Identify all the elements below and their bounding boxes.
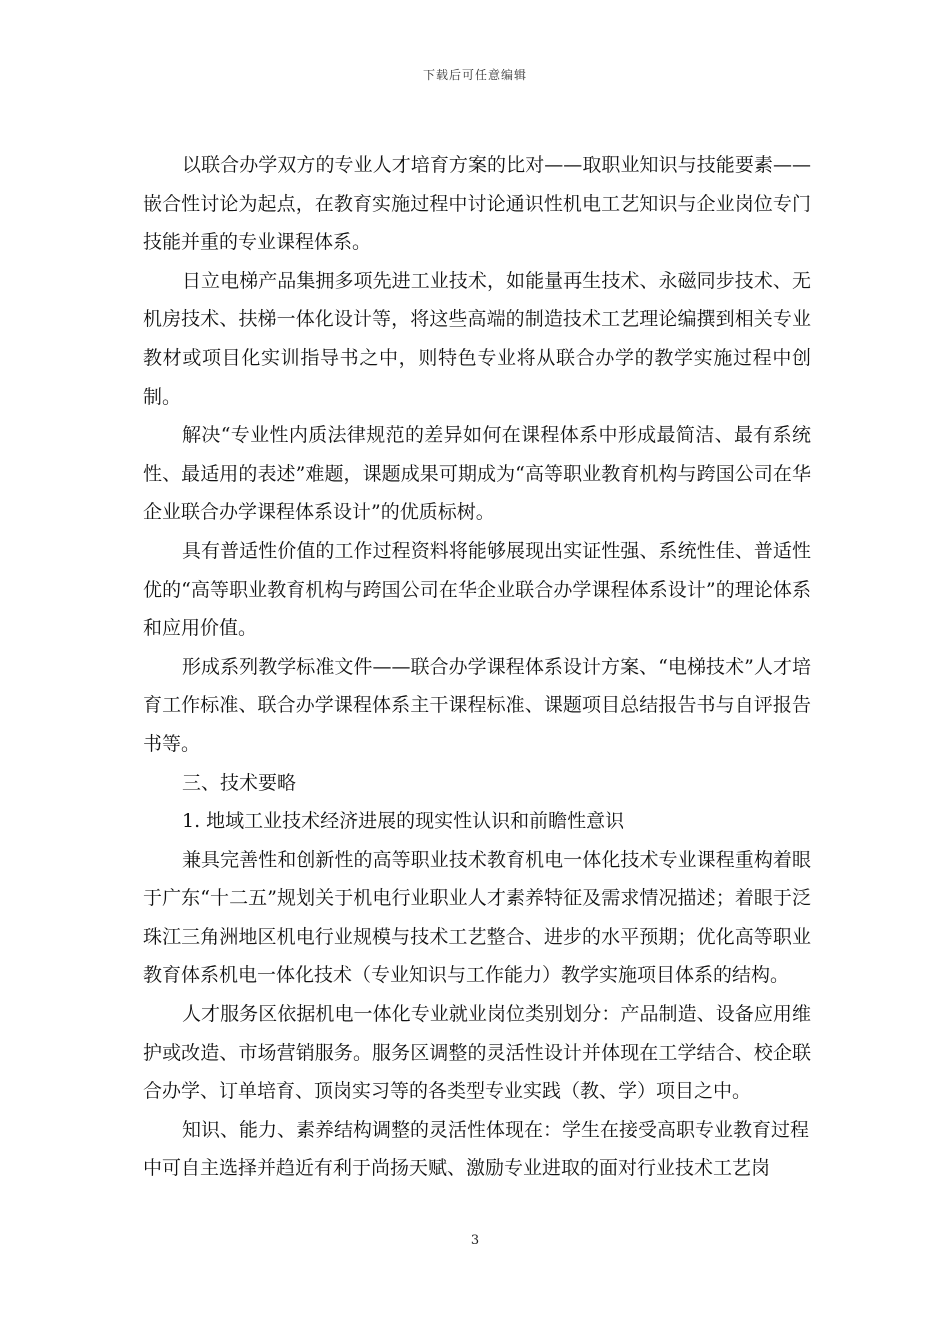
paragraph: 兼具完善性和创新性的高等职业技术教育机电一体化技术专业课程重构着眼于广东“十二五”规划关于机电行业职业人才素养特征及需求情况描述；着眼于泛珠江三角洲地区机电行业规模与技术工艺整合、进步的水平预期；优化高等职业教育体系机电一体化技术（专业知识与工作能力）教学实施项目体系的结构。	[143, 848, 811, 987]
section-heading: 三、技术要略	[182, 771, 297, 794]
page-number: 3	[470, 1233, 480, 1248]
paragraph: 知识、能力、素养结构调整的灵活性体现在：学生在接受高职专业教育过程中可自主选择并趋近有利于尚扬天赋、激励专业进取的面对行业技术工艺岗	[143, 1118, 810, 1180]
paragraph: 以联合办学双方的专业人才培育方案的比对——取职业知识与技能要素——嵌合性讨论为起点，在教育实施过程中讨论通识性机电工艺知识与企业岗位专门技能并重的专业课程体系。	[143, 154, 811, 254]
paragraph: 具有普适性价值的工作过程资料将能够展现出实证性强、系统性佳、普适性优的“高等职业教育机构与跨国公司在华企业联合办学课程体系设计”的理论体系和应用价值。	[143, 539, 811, 640]
document-body	[143, 146, 811, 1188]
page-header-note: 下载后可任意编辑	[422, 68, 527, 82]
paragraph: 日立电梯产品集拥多项先进工业技术，如能量再生技术、永磁同步技术、无机房技术、扶梯一体化设计等，将这些高端的制造技术工艺理论编撰到相关专业教材或项目化实训指导书之中，则特色专业将从联合办学的教学实施过程中创制。	[143, 269, 811, 408]
paragraph: 解决“专业性内质法律规范的差异如何在课程体系中形成最简洁、最有系统性、最适用的表述”难题，课题成果可期成为“高等职业教育机构与跨国公司在华企业联合办学课程体系设计”的优质标树。	[143, 424, 811, 524]
paragraph: 形成系列教学标准文件——联合办学课程体系设计方案、“电梯技术”人才培育工作标准、联合办学课程体系主干课程标准、课题项目总结报告书与自评报告书等。	[143, 655, 811, 755]
subsection-heading: 1. 地域工业技术经济进展的现实性认识和前瞻性意识	[182, 810, 625, 833]
paragraph: 人才服务区依据机电一体化专业就业岗位类别划分：产品制造、设备应用维护或改造、市场营销服务。服务区调整的灵活性设计并体现在工学结合、校企联合办学、订单培育、顶岗实习等的各类型专业实践（教、学）项目之中。	[143, 1003, 811, 1103]
